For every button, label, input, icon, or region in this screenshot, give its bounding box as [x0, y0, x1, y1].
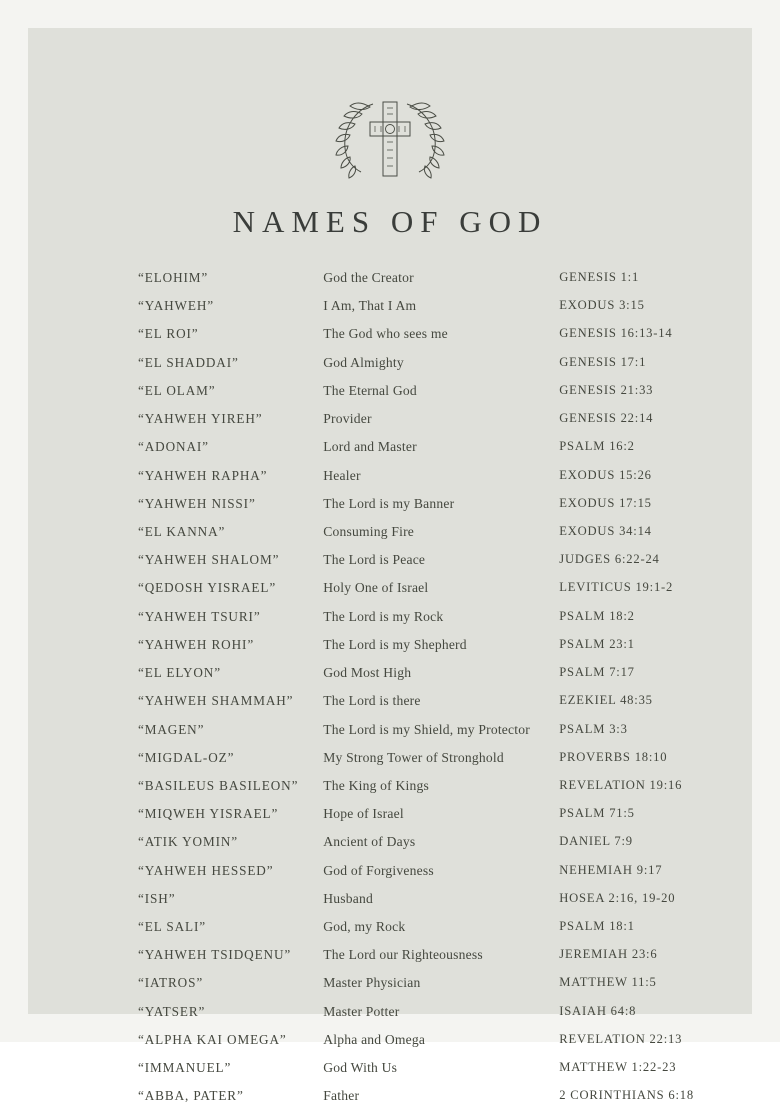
table-row: [86, 834, 694, 862]
name-cell: “ALPHA KAI OMEGA”: [138, 1031, 287, 1047]
table-row: [86, 298, 694, 326]
reference-cell: GENESIS 17:1: [559, 354, 647, 369]
name-cell: “MAGEN”: [138, 721, 205, 737]
reference-cell: GENESIS 1:1: [559, 270, 640, 284]
table-row: [86, 693, 694, 721]
meaning-cell: God the Creator: [323, 270, 414, 285]
table-row: [86, 637, 694, 665]
meaning-cell: Ancient of Days: [323, 834, 416, 850]
reference-cell: REVELATION 19:16: [559, 777, 683, 792]
reference-cell: GENESIS 22:14: [559, 411, 654, 426]
reference-cell: DANIEL 7:9: [559, 834, 633, 849]
reference-cell: PSALM 7:17: [559, 665, 635, 680]
meaning-cell: Master Potter: [323, 1003, 400, 1019]
name-cell: “YATSER”: [138, 1003, 206, 1019]
names-of-god-table: [86, 270, 694, 1117]
name-cell: “YAHWEH SHAMMAH”: [138, 693, 294, 709]
page-title: NAMES OF GOD: [232, 204, 548, 239]
table-row: [86, 1032, 694, 1060]
reference-cell: 2 CORINTHIANS 6:18: [559, 1088, 694, 1103]
table-row: [86, 778, 694, 806]
table-row: [86, 439, 694, 467]
name-cell: “EL KANNA”: [138, 523, 226, 539]
name-cell: “ATIK YOMIN”: [138, 834, 239, 850]
reference-cell: REVELATION 22:13: [559, 1031, 683, 1046]
meaning-cell: Holy One of Israel: [323, 580, 429, 596]
name-cell: “YAHWEH TSURI”: [138, 608, 261, 624]
meaning-cell: The Lord is my Banner: [323, 495, 455, 511]
name-cell: “MIQWEH YISRAEL”: [138, 806, 279, 822]
reference-cell: MATTHEW 1:22-23: [559, 1060, 677, 1075]
reference-cell: MATTHEW 11:5: [559, 975, 657, 990]
reference-cell: PSALM 3:3: [559, 721, 628, 736]
table-row: [86, 270, 694, 298]
table-row: [86, 552, 694, 580]
name-cell: “EL ELYON”: [138, 665, 221, 681]
name-cell: “IMMANUEL”: [138, 1060, 232, 1076]
meaning-cell: Lord and Master: [323, 439, 417, 455]
name-cell: “ELOHIM”: [138, 270, 209, 285]
name-cell: “YAHWEH SHALOM”: [138, 552, 280, 568]
meaning-cell: The Lord is my Shield, my Protector: [323, 721, 530, 737]
meaning-cell: Hope of Israel: [323, 806, 404, 822]
table-row: [86, 468, 694, 496]
name-cell: “MIGDAL-OZ”: [138, 749, 235, 765]
table-row: [86, 1004, 694, 1032]
meaning-cell: Provider: [323, 411, 372, 427]
reference-cell: EZEKIEL 48:35: [559, 693, 653, 708]
meaning-cell: God With Us: [323, 1060, 398, 1076]
table-row: [86, 750, 694, 778]
table-row: [86, 524, 694, 552]
meaning-cell: The Lord our Righteousness: [323, 947, 483, 963]
table-row: [86, 411, 694, 439]
table-row: [86, 919, 694, 947]
meaning-cell: The Lord is my Shepherd: [323, 636, 467, 652]
meaning-cell: Healer: [323, 467, 361, 483]
reference-cell: PROVERBS 18:10: [559, 749, 668, 764]
reference-cell: HOSEA 2:16, 19-20: [559, 890, 676, 905]
name-cell: “ABBA, PATER”: [138, 1088, 244, 1104]
reference-cell: GENESIS 21:33: [559, 382, 654, 397]
name-cell: “YAHWEH TSIDQENU”: [138, 947, 292, 963]
table-row: [86, 355, 694, 383]
name-cell: “YAHWEH RAPHA”: [138, 467, 268, 483]
table-row: [86, 609, 694, 637]
table-row: [86, 947, 694, 975]
table-row: [86, 975, 694, 1003]
name-cell: “BASILEUS BASILEON”: [138, 777, 299, 793]
reference-cell: JEREMIAH 23:6: [559, 947, 658, 962]
meaning-cell: The Lord is Peace: [323, 552, 426, 568]
name-cell: “EL SHADDAI”: [138, 354, 239, 370]
reference-cell: ISAIAH 64:8: [559, 1003, 637, 1018]
meaning-cell: Husband: [323, 890, 373, 906]
table-row: [86, 1088, 694, 1116]
name-cell: “EL ROI”: [138, 326, 199, 342]
reference-cell: PSALM 23:1: [559, 636, 635, 651]
name-cell: “YAHWEH”: [138, 298, 215, 314]
reference-cell: LEVITICUS 19:1-2: [559, 580, 674, 595]
meaning-cell: The Eternal God: [323, 382, 417, 398]
table-row: [86, 665, 694, 693]
name-cell: “ADONAI”: [138, 439, 209, 455]
poster-inner-panel: [28, 28, 752, 1104]
table-row: [86, 891, 694, 919]
name-cell: “YAHWEH HESSED”: [138, 862, 274, 878]
meaning-cell: The Lord is there: [323, 693, 421, 709]
meaning-cell: The Lord is my Rock: [323, 608, 444, 624]
name-cell: “EL OLAM”: [138, 382, 216, 398]
reference-cell: EXODUS 3:15: [559, 298, 645, 313]
meaning-cell: Father: [323, 1088, 360, 1104]
table-row: [86, 496, 694, 524]
meaning-cell: The King of Kings: [323, 777, 429, 793]
reference-cell: EXODUS 17:15: [559, 495, 652, 510]
name-cell: “YAHWEH YIREH”: [138, 411, 263, 427]
meaning-cell: God Most High: [323, 665, 412, 681]
meaning-cell: Alpha and Omega: [323, 1031, 426, 1047]
name-cell: “ISH”: [138, 890, 176, 906]
meaning-cell: Master Physician: [323, 975, 421, 991]
reference-cell: PSALM 16:2: [559, 439, 635, 454]
name-cell: “IATROS”: [138, 975, 204, 991]
reference-cell: PSALM 71:5: [559, 806, 635, 821]
meaning-cell: The God who sees me: [323, 326, 448, 342]
reference-cell: GENESIS 16:13-14: [559, 326, 673, 341]
reference-cell: PSALM 18:2: [559, 608, 635, 623]
name-cell: “YAHWEH NISSI”: [138, 495, 256, 511]
table-row: [86, 722, 694, 750]
table-row: [86, 326, 694, 354]
table-row: [86, 1060, 694, 1088]
meaning-cell: God of Forgiveness: [323, 862, 434, 878]
reference-cell: PSALM 18:1: [559, 919, 635, 934]
reference-cell: EXODUS 34:14: [559, 523, 652, 538]
meaning-cell: My Strong Tower of Stronghold: [323, 749, 504, 765]
meaning-cell: Consuming Fire: [323, 523, 415, 539]
meaning-cell: I Am, That I Am: [323, 298, 417, 314]
meaning-cell: God, my Rock: [323, 919, 406, 935]
table-row: [86, 806, 694, 834]
meaning-cell: God Almighty: [323, 354, 404, 370]
name-cell: “QEDOSH YISRAEL”: [138, 580, 277, 596]
reference-cell: NEHEMIAH 9:17: [559, 862, 663, 877]
table-row: [86, 863, 694, 891]
table-row: [86, 383, 694, 411]
cross-with-laurel-wreath-icon: [86, 86, 694, 186]
name-cell: “EL SALI”: [138, 919, 207, 935]
table-body: [86, 270, 694, 1117]
reference-cell: JUDGES 6:22-24: [559, 552, 660, 567]
table-row: [86, 580, 694, 608]
reference-cell: EXODUS 15:26: [559, 467, 652, 482]
name-cell: “YAHWEH ROHI”: [138, 636, 255, 652]
